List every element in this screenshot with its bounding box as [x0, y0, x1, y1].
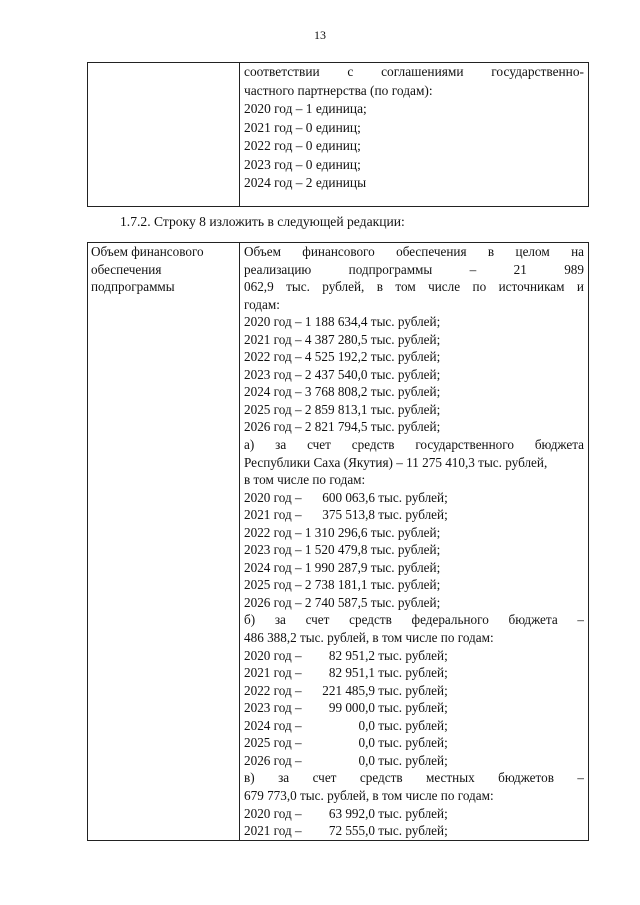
text-line: 2025 год – 2 738 181,1 тыс. рублей; — [244, 577, 441, 593]
text-line: 2024 год – 1 990 287,9 тыс. рублей; — [244, 559, 441, 575]
text-line — [244, 717, 584, 735]
text-line: частного партнерства (по годам): — [244, 82, 433, 98]
table-left-cell — [88, 243, 240, 840]
amount-value: 0,0 — [358, 752, 375, 768]
year-label: 2020 год – — [244, 805, 302, 821]
year-label: 2020 год – — [244, 489, 302, 505]
text-line: 2023 год – 2 437 540,0 тыс. рублей; — [244, 366, 441, 382]
amount-value: 221 485,9 — [322, 682, 375, 698]
text-line: 679 773,0 тыс. рублей, в том числе по годам: — [244, 787, 494, 803]
text-line: 486 388,2 тыс. рублей, в том числе по годам: — [244, 630, 494, 646]
unit-label: тыс. рублей; — [375, 700, 448, 716]
text-line — [244, 647, 584, 665]
text-line: 2025 год – 2 859 813,1 тыс. рублей; — [244, 401, 441, 417]
unit-label: тыс. рублей; — [375, 805, 448, 821]
text-line: годам: — [244, 296, 280, 312]
text-line — [244, 506, 584, 524]
year-label: 2021 год – — [244, 823, 302, 839]
text-line: 2026 год – 2 740 587,5 тыс. рублей; — [244, 594, 441, 610]
text-line: б) за счет средств федерального бюджета – — [244, 612, 584, 628]
text-line — [244, 805, 584, 823]
text-line: 2024 год – 3 768 808,2 тыс. рублей; — [244, 384, 441, 400]
amount-value: 63 992,0 — [328, 805, 375, 821]
text-line: Объем финансового обеспечения в целом на — [244, 244, 584, 259]
amount-value: 82 951,2 — [328, 647, 375, 663]
text-line: 2026 год – 2 821 794,5 тыс. рублей; — [244, 419, 441, 435]
unit-label: тыс. рублей; — [375, 735, 448, 751]
year-label: 2025 год – — [244, 735, 302, 751]
text-line: 2020 год – 1 единица; — [244, 101, 367, 116]
unit-label: тыс. рублей; — [375, 647, 448, 663]
text-line: 2022 год – 1 310 296,6 тыс. рублей; — [244, 524, 441, 540]
unit-label: тыс. рублей; — [375, 489, 448, 505]
text-line — [244, 734, 584, 752]
amount-value: 72 555,0 — [328, 823, 375, 839]
text-line: соответствии с соглашениями государственно- — [244, 64, 584, 79]
year-label: 2023 год – — [244, 700, 302, 716]
amount-value: 0,0 — [358, 717, 375, 733]
unit-label: тыс. рублей; — [375, 752, 448, 768]
amount-value: 0,0 — [358, 735, 375, 751]
year-label: 2024 год – — [244, 717, 302, 733]
amount-value: 99 000,0 — [328, 700, 375, 716]
text-line: Республики Саха (Якутия) – 11 275 410,3 тыс. рублей, — [244, 454, 548, 470]
text-line: 062,9 тыс. рублей, в том числе по источникам и — [244, 279, 584, 295]
text-line: 2023 год – 0 единиц; — [244, 156, 361, 172]
text-line: 2021 год – 0 единиц; — [244, 119, 361, 135]
table-right-cell — [241, 243, 588, 840]
left-cell-line: Объем финансового — [91, 244, 204, 259]
text-line — [244, 682, 584, 700]
text-line: 2024 год – 2 единицы — [244, 175, 367, 190]
unit-label: тыс. рублей; — [375, 665, 448, 681]
page-number: 13 — [314, 28, 326, 42]
text-line: 2022 год – 0 единиц; — [244, 138, 361, 153]
table-left-cell-empty — [88, 63, 240, 206]
unit-label: тыс. рублей; — [375, 823, 448, 839]
unit-label: тыс. рублей; — [375, 682, 448, 698]
text-line — [244, 664, 584, 682]
left-cell-line: подпрограммы — [91, 279, 175, 295]
table-financing — [87, 242, 589, 841]
text-line: 2022 год – 4 525 192,2 тыс. рублей; — [244, 349, 441, 365]
year-label: 2020 год – — [244, 647, 302, 663]
text-line — [244, 752, 584, 770]
year-label: 2021 год – — [244, 665, 302, 681]
text-line: 2020 год – 1 188 634,4 тыс. рублей; — [244, 314, 441, 330]
unit-label: тыс. рублей; — [375, 717, 448, 733]
amount-value: 600 063,6 — [322, 489, 375, 505]
unit-label: тыс. рублей; — [375, 507, 448, 523]
left-cell-line: обеспечения — [91, 261, 162, 277]
text-line — [244, 489, 584, 507]
year-label: 2026 год – — [244, 752, 302, 768]
table-continuation — [87, 62, 589, 207]
text-line — [244, 822, 584, 840]
text-line: 2021 год – 4 387 280,5 тыс. рублей; — [244, 331, 441, 347]
amount-value: 82 951,1 — [328, 665, 375, 681]
year-label: 2022 год – — [244, 682, 302, 698]
text-line: 2023 год – 1 520 479,8 тыс. рублей; — [244, 542, 441, 558]
text-line: реализацию подпрограммы – 21 989 — [244, 261, 584, 277]
text-line: а) за счет средств государственного бюджета — [244, 437, 584, 453]
amount-value: 375 513,8 — [322, 507, 375, 523]
text-line — [244, 699, 584, 717]
text-line: в) за счет средств местных бюджетов – — [244, 770, 584, 786]
table-right-cell — [241, 63, 588, 206]
instruction-paragraph: 1.7.2. Строку 8 изложить в следующей редакции: — [120, 214, 405, 229]
year-label: 2021 год – — [244, 507, 302, 523]
text-line: в том числе по годам: — [244, 472, 366, 488]
